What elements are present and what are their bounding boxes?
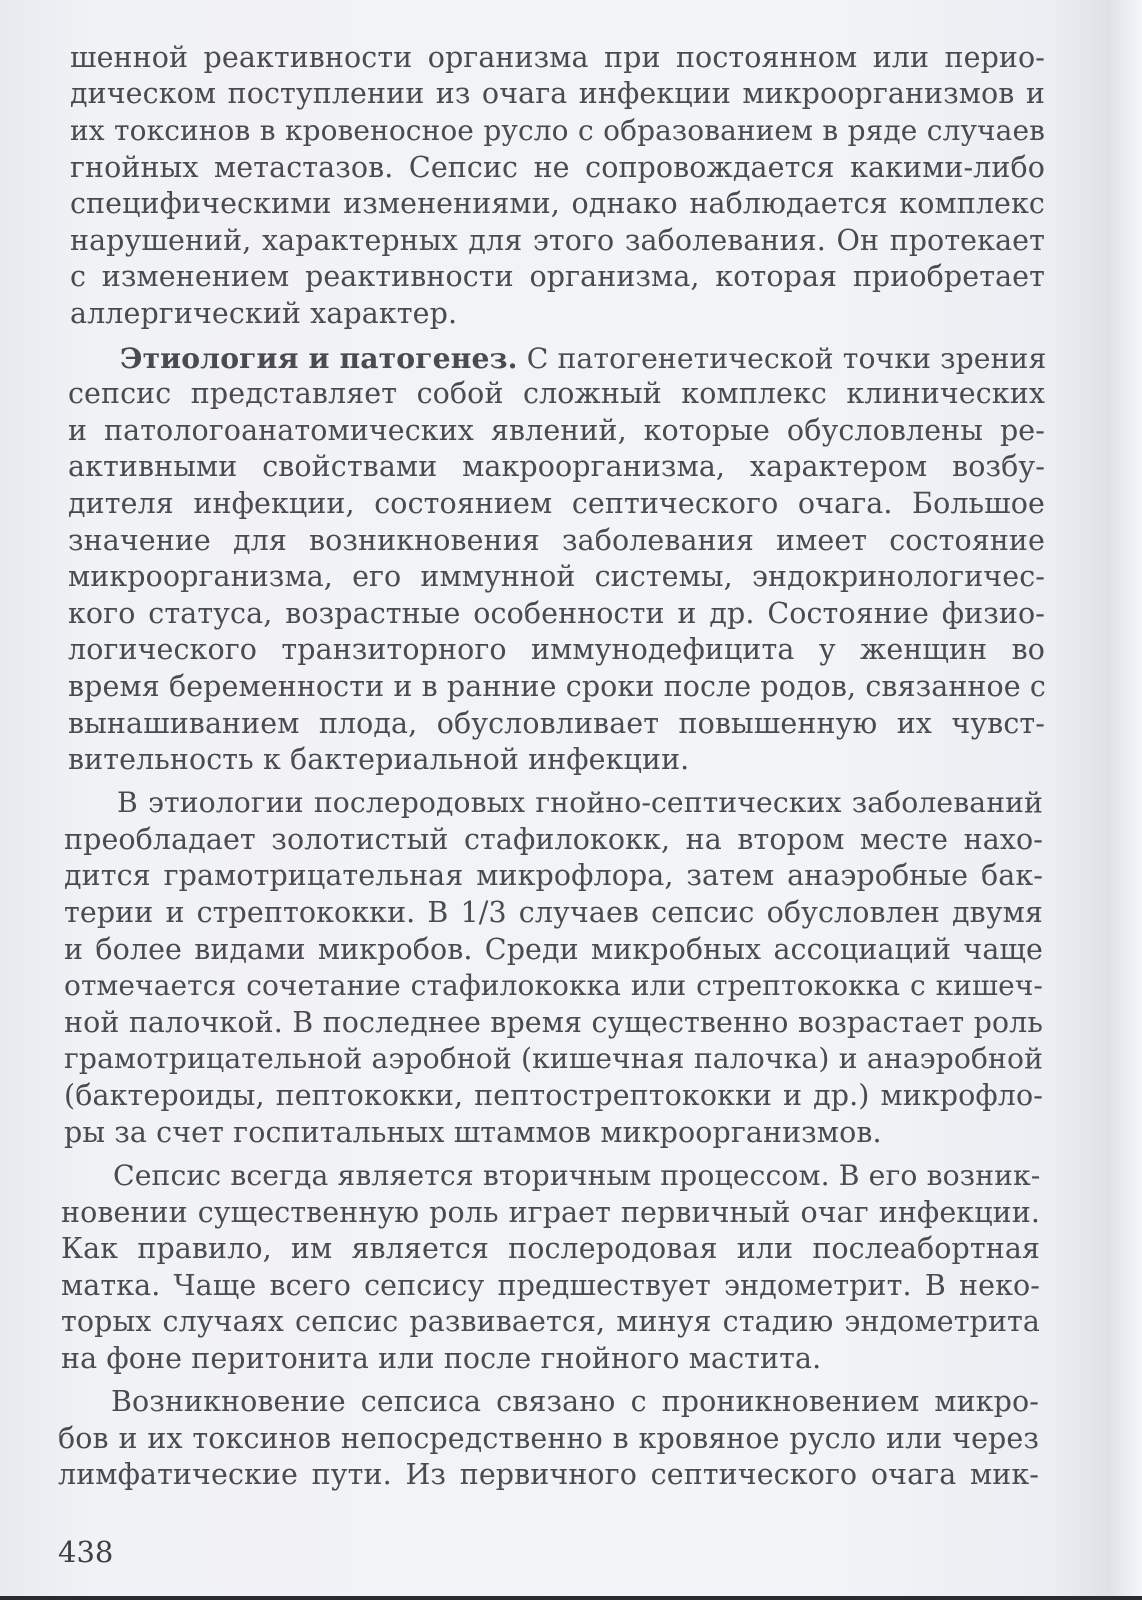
- line-text: дится грамотрицательная микрофлора, затем анаэробные бак-: [64, 859, 1043, 892]
- line-text: дическом поступлении из очага инфекции микроорганизмов и: [70, 77, 1045, 110]
- line-text: сепсис представляет собой сложный комплекс клинических: [68, 377, 1045, 410]
- line-text: значение для возникновения заболевания имеет состояние: [68, 524, 1045, 557]
- line-text: терии и стрептококки. В 1/3 случаев сепсис обусловлен двумя: [64, 896, 1043, 929]
- text-line: [64, 1041, 1043, 1077]
- text-line: [58, 1421, 1039, 1457]
- line-text: дителя инфекции, состоянием септического очага. Большое: [68, 487, 1045, 520]
- line-text: время беременности и в ранние сроки после родов, связанное с: [68, 670, 1046, 703]
- text-line: [70, 259, 1045, 295]
- line-text: ной палочкой. В последнее время существенно возрастает роль: [64, 1006, 1043, 1039]
- text-line: [64, 932, 1043, 968]
- line-text: и патологоанатомических явлений, которые обусловлены ре-: [68, 414, 1045, 447]
- line-text: шенной реактивности организма при постоянном или перио-: [70, 41, 1045, 74]
- text-line: [70, 150, 1045, 186]
- text-line: [68, 413, 1045, 449]
- text-line: [68, 449, 1045, 485]
- text-line: [68, 523, 1045, 559]
- line-text: С патогенетической точки зрения: [517, 342, 1047, 375]
- line-text: Сепсис всегда является вторичным процессом. В его возник-: [113, 1159, 1041, 1192]
- line-text: лимфатические пути. Из первичного септического очага мик-: [58, 1458, 1039, 1491]
- text-line: [58, 1457, 1039, 1493]
- line-text: грамотрицательной аэробной (кишечная палочка) и анаэробной: [64, 1042, 1043, 1075]
- line-text: Возникновение сепсиса связано с проникновением микро-: [111, 1385, 1039, 1418]
- text-line: [120, 340, 1045, 377]
- text-line: [61, 1304, 1040, 1340]
- text-line: [61, 1268, 1040, 1304]
- line-text: микроорганизма, его иммунной системы, эндокринологичес-: [68, 560, 1045, 593]
- line-text: Как правило, им является послеродовая или послеабортная: [61, 1232, 1040, 1265]
- text-line: [64, 822, 1043, 858]
- text-line: [68, 632, 1045, 668]
- line-text: преобладает золотистый стафилококк, на втором месте нахо-: [64, 823, 1043, 856]
- text-line: [64, 858, 1043, 894]
- text-line: [61, 1195, 1040, 1231]
- text-line: [70, 113, 1045, 149]
- text-line: [61, 1341, 821, 1377]
- text-line: [68, 706, 1045, 742]
- line-text: В этиологии послеродовых гнойно-септических заболеваний: [117, 786, 1043, 819]
- text-line: [61, 1231, 1040, 1267]
- page-number: 438: [58, 1535, 114, 1569]
- text-line: [70, 40, 1045, 76]
- text-line: [68, 596, 1045, 632]
- line-text: с изменением реактивности организма, которая приобретает: [70, 260, 1045, 293]
- line-text: аллергический характер.: [70, 297, 458, 330]
- text-line: [70, 186, 1045, 222]
- line-text: на фоне перитонита или после гнойного мастита.: [61, 1342, 822, 1375]
- line-text: активными свойствами макроорганизма, характером возбу-: [68, 450, 1045, 483]
- text-line: [70, 296, 457, 332]
- line-text: и более видами микробов. Среди микробных ассоциаций чаще: [64, 933, 1043, 966]
- line-text: (бактероиды, пептококки, пептострептококки и др.) микрофло-: [64, 1079, 1043, 1112]
- text-line: [117, 785, 1043, 821]
- text-line: [68, 559, 1045, 595]
- text-line: [70, 223, 1045, 259]
- line-text: вынашиванием плода, обусловливает повышенную их чувст-: [68, 707, 1045, 740]
- text-line: [113, 1158, 1040, 1194]
- text-line: [64, 1115, 882, 1151]
- line-text: ры за счет госпитальных штаммов микроорганизмов.: [64, 1116, 882, 1149]
- line-text: их токсинов в кровеносное русло с образованием в ряде случаев: [70, 114, 1045, 147]
- line-text: гнойных метастазов. Сепсис не сопровождается какими-либо: [70, 151, 1045, 184]
- line-text: вительность к бактериальной инфекции.: [68, 743, 690, 776]
- section-heading: Этиология и патогенез.: [120, 341, 518, 375]
- text-line: [68, 486, 1045, 522]
- line-text: новении существенную роль играет первичный очаг инфекции.: [61, 1196, 1040, 1229]
- line-text: торых случаях сепсис развивается, минуя стадию эндометрита: [61, 1305, 1040, 1338]
- text-line: [70, 76, 1045, 112]
- text-line: [64, 895, 1043, 931]
- text-line: [64, 968, 1043, 1004]
- line-text: отмечается сочетание стафилококка или стрептококка с кишеч-: [64, 969, 1043, 1002]
- text-line: [64, 1005, 1043, 1041]
- text-line: [111, 1384, 1039, 1420]
- text-line: [68, 669, 1045, 705]
- text-line: [68, 742, 689, 778]
- line-text: бов и их токсинов непосредственно в кровяное русло или через: [58, 1422, 1039, 1455]
- line-text: специфическими изменениями, однако наблюдается комплекс: [70, 187, 1045, 220]
- text-line: [68, 376, 1045, 412]
- line-text: кого статуса, возрастные особенности и др. Состояние физио-: [68, 597, 1045, 630]
- line-text: нарушений, характерных для этого заболевания. Он протекает: [70, 224, 1045, 257]
- line-text: матка. Чаще всего сепсису предшествует эндометрит. В неко-: [61, 1269, 1040, 1302]
- scan-bottom-edge: [0, 1596, 1142, 1600]
- text-line: [64, 1078, 1043, 1114]
- line-text: логического транзиторного иммунодефицита у женщин во: [68, 633, 1045, 666]
